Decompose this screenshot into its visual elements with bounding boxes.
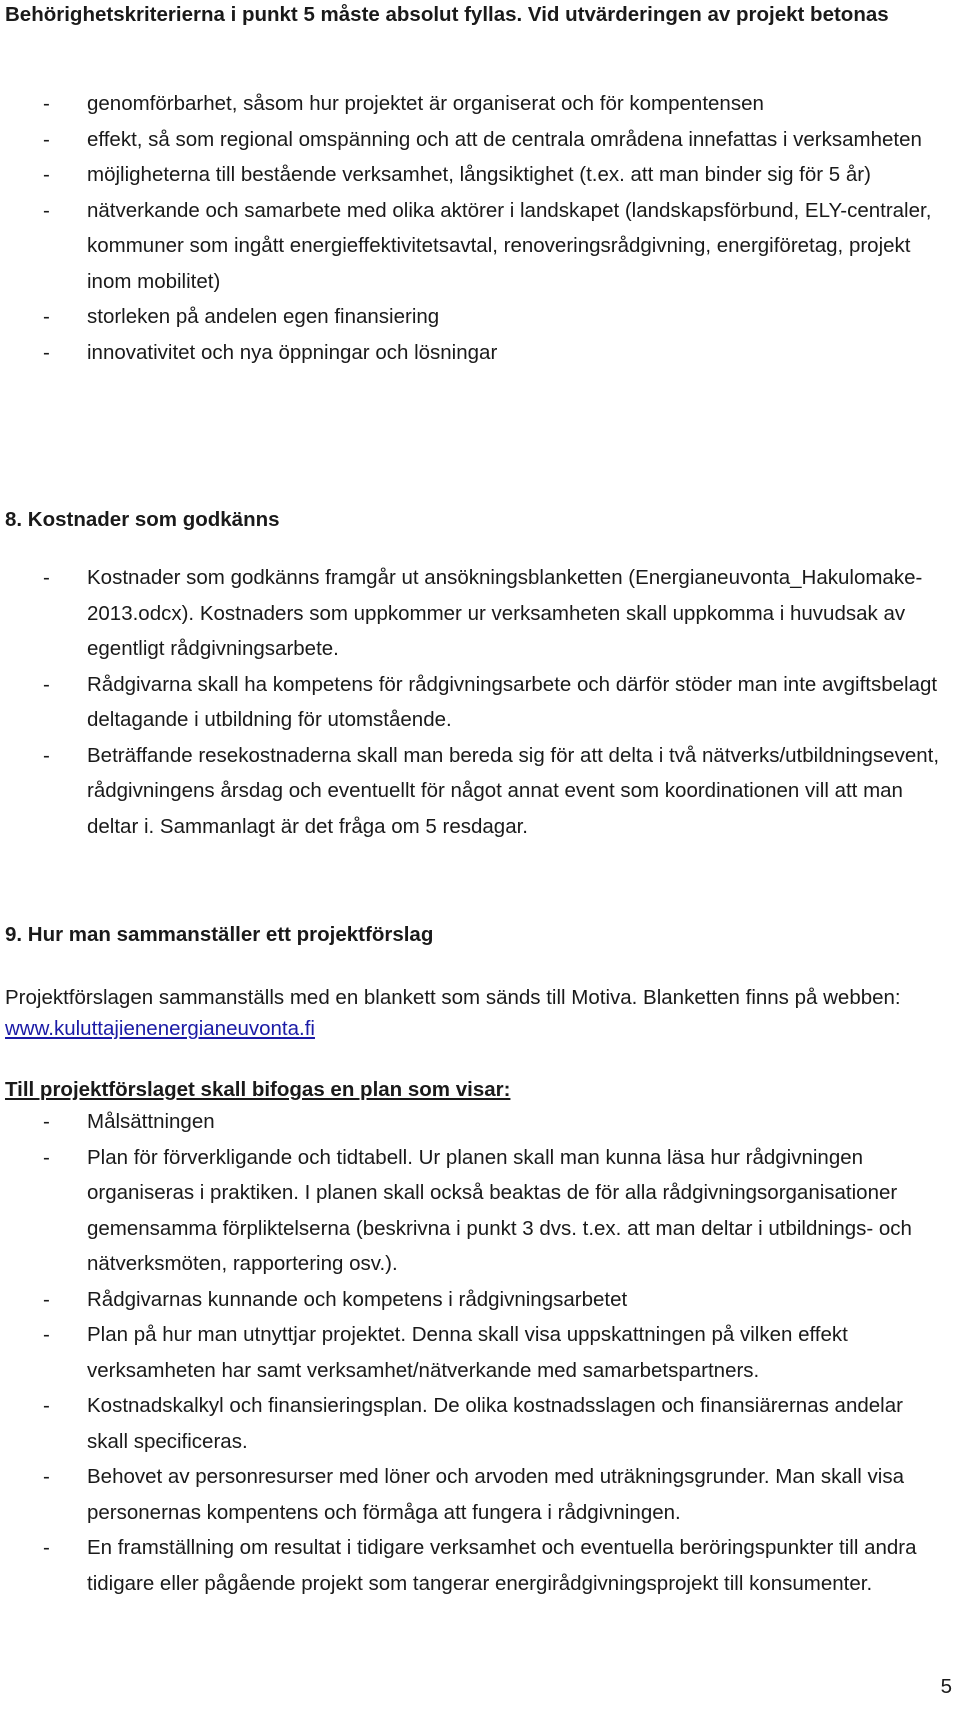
list-item: - innovativitet och nya öppningar och lösningar	[5, 335, 940, 371]
list-item: - Rådgivarna skall ha kompetens för rådgivningsarbete och därför stöder man inte avgiftsbelagt deltagande i utbildning för utomstående.	[5, 667, 940, 738]
list-dash: -	[43, 198, 50, 222]
list-dash: -	[43, 1536, 50, 1559]
submission-paragraph: Projektförslagen sammanställs med en blankett som sänds till Motiva. Blanketten finns på webben: www.kuluttajienenergianeuvonta.fi	[5, 986, 901, 1040]
costs-list	[5, 560, 940, 844]
website-link[interactable]: www.kuluttajienenergianeuvonta.fi	[5, 1017, 315, 1040]
list-dash: -	[43, 743, 50, 767]
list-dash: -	[43, 672, 50, 696]
list-dash: -	[43, 1145, 50, 1169]
list-dash: -	[43, 127, 50, 151]
section-8-heading: 8. Kostnader som godkänns	[5, 508, 280, 531]
list-dash: -	[43, 566, 50, 589]
list-item: - Plan för förverkligande och tidtabell. Ur planen skall man kunna läsa hur rådgivningen organiseras i praktiken. I planen skall också beaktas de för alla rådgivningsorganisationer gemensamma förpliktelserna (beskrivna i punkt 3 dvs. t.ex. att man deltar i utbildnings- och nätverksmöten, rapportering osv.).	[5, 1140, 940, 1282]
section-9-heading: 9. Hur man sammanställer ett projektförslag	[5, 923, 434, 946]
list-dash: -	[43, 163, 50, 186]
list-item: - Målsättningen	[5, 1104, 940, 1140]
attachments-list	[5, 1104, 940, 1601]
list-item: - nätverkande och samarbete med olika aktörer i landskapet (landskapsförbund, ELY-centraler, kommuner som ingått energieffektivitetsavtal, renoveringsrådgivning, energiföretag, projekt inom mobilitet)	[5, 193, 940, 300]
list-item: - Kostnader som godkänns framgår ut ansökningsblanketten (Energianeuvonta_Hakulomake-2013.odcx). Kostnaders som uppkommer ur verksamheten skall uppkomma i huvudsak av egentligt rådgivningsarbete.	[5, 560, 940, 667]
list-item: - Behovet av personresurser med löner och arvoden med uträkningsgrunder. Man skall visa personernas kompentens och förmåga att fungera i rådgivningen.	[5, 1459, 940, 1530]
list-dash: -	[43, 305, 50, 328]
intro-text: Behörighetskriterierna i punkt 5 måste absolut fyllas. Vid utvärderingen av projekt betonas	[5, 3, 889, 26]
list-dash: -	[43, 92, 50, 115]
list-dash: -	[43, 1323, 50, 1346]
attachments-heading: Till projektförslaget skall bifogas en plan som visar:	[5, 1078, 511, 1101]
list-item: - storleken på andelen egen finansiering	[5, 299, 940, 335]
list-item: - Plan på hur man utnyttjar projektet. Denna skall visa uppskattningen på vilken effekt verksamheten har samt verksamhet/nätverkande med samarbetspartners.	[5, 1317, 940, 1388]
list-item: - Beträffande resekostnaderna skall man bereda sig för att delta i två nätverks/utbildningsevent, rådgivningens årsdag och eventuellt för något annat event som koordinationen vill att man deltar i. Sammanlagt är det fråga om 5 resdagar.	[5, 738, 940, 845]
list-item: - möjligheterna till bestående verksamhet, långsiktighet (t.ex. att man binder sig för 5 år)	[5, 157, 940, 193]
list-item: - En framställning om resultat i tidigare verksamhet och eventuella beröringspunkter till andra tidigare eller pågående projekt som tangerar energirådgivningsprojekt till konsumenter.	[5, 1530, 940, 1601]
list-item: - genomförbarhet, såsom hur projektet är organiserat och för kompentensen	[5, 86, 940, 122]
list-dash: -	[43, 1110, 50, 1133]
list-item: - Kostnadskalkyl och finansieringsplan. De olika kostnadsslagen och finansiärernas andelar skall specificeras.	[5, 1388, 940, 1459]
list-dash: -	[43, 340, 50, 364]
list-dash: -	[43, 1465, 50, 1488]
list-item: - effekt, så som regional omspänning och att de centrala områdena innefattas i verksamheten	[5, 122, 940, 158]
page-number: 5	[940, 1675, 952, 1698]
list-item: - Rådgivarnas kunnande och kompetens i rådgivningsarbetet	[5, 1282, 940, 1318]
list-dash: -	[43, 1394, 50, 1417]
evaluation-criteria-list	[5, 86, 940, 370]
list-dash: -	[43, 1287, 50, 1311]
